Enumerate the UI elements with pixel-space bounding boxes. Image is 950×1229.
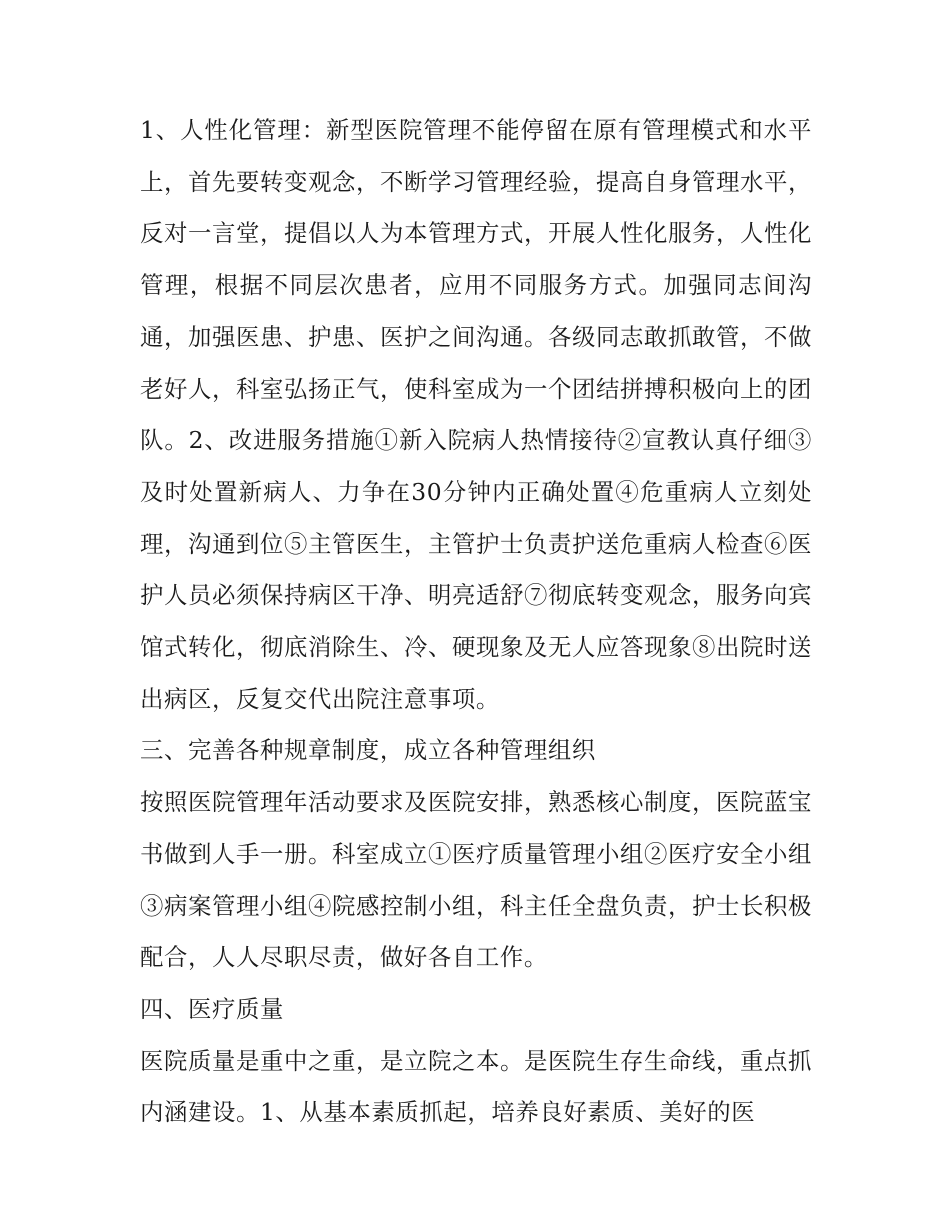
- document-body: [140, 105, 812, 1139]
- section-heading-medical-quality: 四、医疗质量: [140, 994, 284, 1023]
- paragraph-regulations: 按照医院管理年活动要求及医院安排，熟悉核心制度，医院蓝宝书做到人手一册。科室成立①医疗质量管理小组②医疗安全小组③病案管理小组④院感控制小组，科主任全盘负责，护士长积极配合，人人尽职尽责，做好各自工作。: [140, 788, 812, 972]
- section-heading-regulations: 三、完善各种规章制度，成立各种管理组织: [140, 736, 596, 765]
- paragraph-humanized-management: 1、人性化管理：新型医院管理不能停留在原有管理模式和水平上，首先要转变观念，不断学习管理经验，提高自身管理水平，反对一言堂，提倡以人为本管理方式，开展人性化服务，人性化管理，根据不同层次患者，应用不同服务方式。加强同志间沟通，加强医患、护患、医护之间沟通。各级同志敢抓敢管，不做老好人，科室弘扬正气，使科室成为一个团结拼搏积极向上的团队。2、改进服务措施①新入院病人热情接待②宣教认真仔细③及时处置新病人、力争在30分钟内正确处置④危重病人立刻处理，沟通到位⑤主管医生，主管护士负责护送危重病人检查⑥医护人员必须保持病区干净、明亮适舒⑦彻底转变观念，服务向宾馆式转化，彻底消除生、冷、硬现象及无人应答现象⑧出院时送出病区，反复交代出院注意事项。: [140, 116, 812, 713]
- paragraph-medical-quality: 医院质量是重中之重，是立院之本。是医院生存生命线，重点抓内涵建设。1、从基本素质抓起，培养良好素质、美好的医: [140, 1046, 812, 1127]
